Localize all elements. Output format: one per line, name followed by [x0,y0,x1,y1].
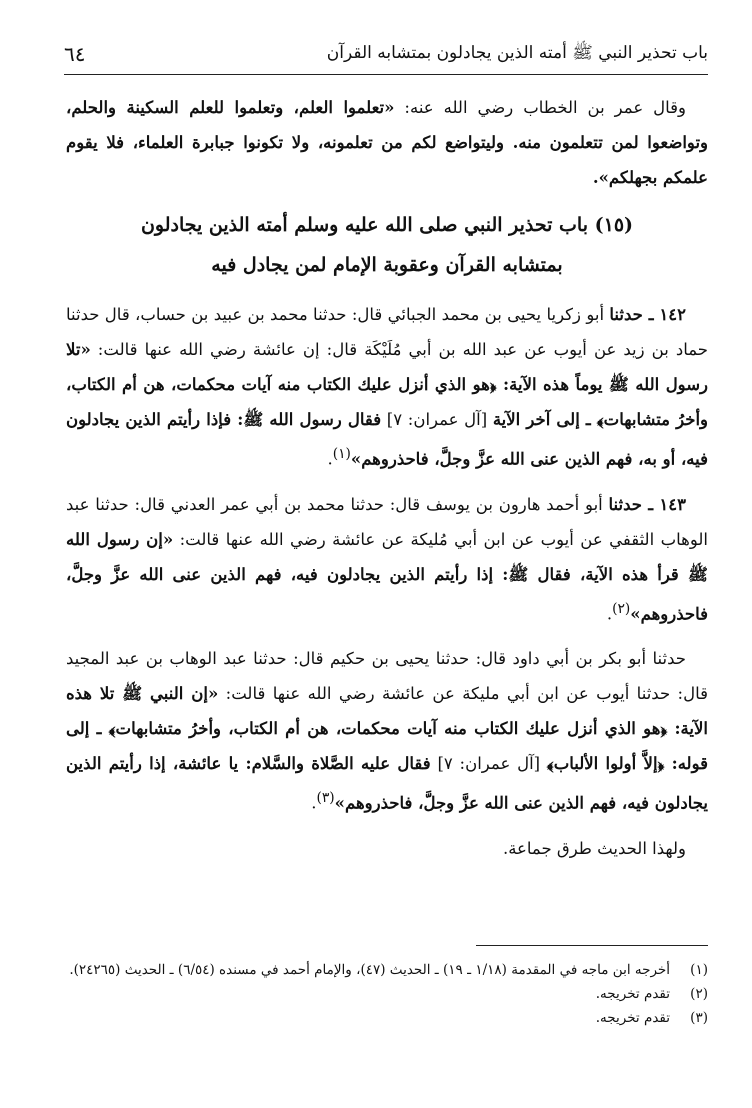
hadith-142-number: ١٤٢ ـ [642,305,686,324]
footnote-text: تقدم تخريجه. [595,986,670,1002]
page-body [66,90,708,876]
hadith-143-matn: «إن رسول الله ﷺ قرأ هذه الآية، فقال ﷺ: إذا رأيتم الذين يجادلون فيه، فهم الذين عنى الله عزَّ وجلَّ، فاحذروهم» [66,529,708,623]
hadith-143-end: . [606,604,613,623]
hadith-143 [66,487,708,632]
intro-paragraph [66,90,708,195]
footnote-number: (٢) [690,986,708,1002]
hadith-third-ref: [آل عمران: ٧] [430,754,547,773]
chapter-heading-line2: بمتشابه القرآن وعقوبة الإمام لمن يجادل فيه [211,254,563,276]
hadith-142-matn-1: «تلا رسول الله ﷺ يوماً هذه الآية: ﴿هو الذي أنزل عليك الكتاب منه آيات محكمات، هن أم الكتاب، وأخرُ متشابهات﴾ ـ إلى آخر الآية [66,340,709,429]
chapter-heading [66,205,708,285]
hadith-third-end: . [311,793,317,813]
hadith-143-lead: حدثنا [608,494,642,514]
page-number: ٦٤ [64,42,86,66]
footnote-text: أخرجه ابن ماجه في المقدمة (١/١٨ ـ ١٩) ـ الحديث (٤٧)، والإمام أحمد في مسنده (٦/٥٤) ـ الحديث (٢٤٢٦٥). [69,962,670,978]
intro-quote: «تعلموا العلم، وتعلموا للعلم السكينة والحلم، وتواضعوا لمن تتعلمون منه. وليتواضع لكم من تعلمونه، ولا تكونوا جبابرة العلماء، فلا يقوم علمكم بجهلكم». [66,98,708,187]
footnote-number: (٣) [690,1010,708,1026]
footnote-1 [66,958,708,982]
hadith-third-isnad: حدثنا أبو بكر بن أبي داود قال: حدثنا يحيى بن حكيم قال: حدثنا عبد الوهاب بن عبد المجيد قال: حدثنا أيوب عن ابن أبي مليكة عن عائشة رضي الله عنها قالت: [66,649,708,703]
hadith-third [66,641,708,821]
running-title: باب تحذير النبي ﷺ أمته الذين يجادلون بمتشابه القرآن [326,42,708,63]
footnote-number: (١) [690,962,708,978]
hadith-142-isnad: أبو زكريا يحيى بن محمد الجبائي قال: حدثنا محمد بن عبيد بن حساب، قال حدثنا حماد بن زيد عن أيوب عن عبد الله بن أبي مُلَيْكَة قال: إن عائشة رضي الله عنها قالت: [66,305,708,359]
footnote-ref-3[interactable]: (٣) [316,790,335,806]
footnote-text: تقدم تخريجه. [595,1010,670,1026]
hadith-142-end: . [327,449,333,469]
hadith-third-matn-2: فقال عليه الصَّلاة والسَّلام: يا عائشة، إذا رأيتم الذين يجادلون فيه، فهم الذين عنى الله عزَّ وجلَّ، فاحذروهم» [66,754,708,813]
footnote-divider [476,945,708,946]
hadith-143-isnad: أبو أحمد هارون بن يوسف قال: حدثنا محمد بن أبي عمر العدني قال: حدثنا عبد الوهاب الثقفي عن أيوب عن ابن أبي مُليكة عن عائشة رضي الله عنها قالت: [66,494,709,549]
hadith-142-ref: [آل عمران: ٧] [381,410,493,429]
hadith-third-matn-1: «إن النبي ﷺ تلا هذه الآية: ﴿هو الذي أنزل عليك الكتاب منه آيات محكمات، هن أم الكتاب، وأخرُ متشابهات﴾ ـ إلى قوله: ﴿إلاَّ أولوا الألباب﴾ [66,684,708,773]
footnotes [66,958,708,1030]
footnote-3 [66,1006,708,1030]
hadith-143-number: ١٤٣ ـ [642,494,686,514]
chapter-heading-line1: (١٥) باب تحذير النبي صلى الله عليه وسلم أمته الذين يجادلون [140,214,634,236]
running-header [64,34,708,75]
intro-normal: وقال عمر بن الخطاب رضي الله عنه: [394,98,687,117]
hadith-142-matn-2: فقال رسول الله ﷺ: فإذا رأيتم الذين يجادلون فيه، أو به، فهم الذين عنى الله عزَّ وجلَّ، فاحذروهم» [66,410,708,469]
footnote-ref-2[interactable]: (٢) [612,600,631,617]
footnote-2 [66,982,708,1006]
closing-line: ولهذا الحديث طرق جماعة. [502,838,686,858]
hadith-142 [66,297,708,477]
footnote-ref-1[interactable]: (١) [332,446,351,462]
hadith-142-lead: حدثنا [609,305,643,324]
